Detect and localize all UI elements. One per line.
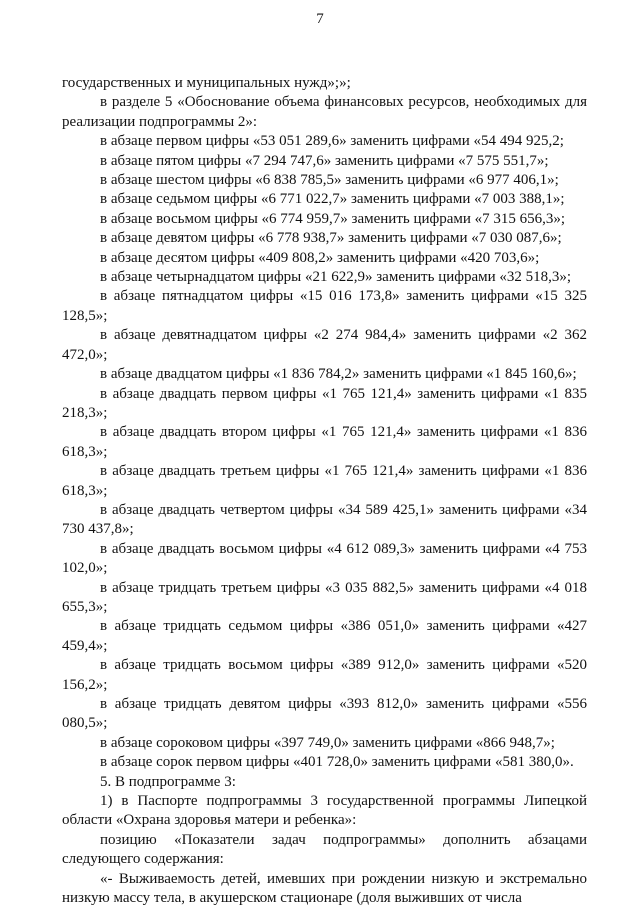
paragraph: позицию «Показатели задач подпрограммы» дополнить абзацами следующего содержания: (62, 831, 587, 868)
paragraph: в разделе 5 «Обоснование объема финансовых ресурсов, необходимых для реализации подпрограммы 2»: (62, 94, 587, 130)
paragraph: в абзаце седьмом цифры «6 771 022,7» заменить цифрами «7 003 388,1»; (100, 191, 565, 208)
paragraph: в абзаце двадцать первом цифры «1 765 121,4» заменить цифрами «1 835 218,3»; (62, 385, 587, 421)
paragraph: в абзаце пятом цифры «7 294 747,6» заменить цифрами «7 575 551,7»; (100, 152, 549, 169)
paragraph: в абзаце сорок первом цифры «401 728,0» заменить цифрами «581 380,0». (100, 754, 574, 771)
paragraph: в абзаце двадцать втором цифры «1 765 121,4» заменить цифрами «1 836 618,3»; (62, 424, 587, 460)
paragraph: государственных и муниципальных нужд»;»; (62, 75, 351, 91)
paragraph: в абзаце четырнадцатом цифры «21 622,9» заменить цифрами «32 518,3»; (100, 269, 572, 286)
paragraph: в абзаце двадцатом цифры «1 836 784,2» заменить цифрами «1 845 160,6»; (100, 366, 577, 383)
paragraph: в абзаце двадцать третьем цифры «1 765 121,4» заменить цифрами «1 836 618,3»; (62, 463, 587, 499)
paragraph: «- Выживаемость детей, имевших при рождении низкую и экстремально низкую массу тела, в акушерском стационаре (доля выживших от числа (62, 870, 587, 907)
page-number: 7 (316, 11, 324, 27)
paragraph: в абзаце пятнадцатом цифры «15 016 173,8» заменить цифрами «15 325 128,5»; (62, 288, 587, 324)
paragraph: в абзаце тридцать девятом цифры «393 812,0» заменить цифрами «556 080,5»; (62, 696, 587, 732)
document-body (62, 74, 587, 908)
paragraph: в абзаце девятнадцатом цифры «2 274 984,4» заменить цифрами «2 362 472,0»; (62, 327, 587, 363)
paragraph: в абзаце тридцать седьмом цифры «386 051,0» заменить цифрами «427 459,4»; (62, 618, 587, 654)
paragraph: в абзаце шестом цифры «6 838 785,5» заменить цифрами «6 977 406,1»; (100, 172, 559, 189)
paragraph: в абзаце сороковом цифры «397 749,0» заменить цифрами «866 948,7»; (100, 734, 555, 751)
paragraph: в абзаце девятом цифры «6 778 938,7» заменить цифрами «7 030 087,6»; (100, 230, 562, 247)
paragraph: в абзаце десятом цифры «409 808,2» заменить цифрами «420 703,6»; (100, 249, 540, 266)
paragraph: в абзаце двадцать четвертом цифры «34 589 425,1» заменить цифрами «34 730 437,8»; (62, 501, 587, 538)
paragraph: в абзаце тридцать восьмом цифры «389 912,0» заменить цифрами «520 156,2»; (62, 657, 587, 693)
paragraph: в абзаце первом цифры «53 051 289,6» заменить цифрами «54 494 925,2; (100, 133, 564, 150)
paragraph: в абзаце восьмом цифры «6 774 959,7» заменить цифрами «7 315 656,3»; (100, 210, 566, 227)
paragraph: в абзаце двадцать восьмом цифры «4 612 089,3» заменить цифрами «4 753 102,0»; (62, 540, 587, 577)
paragraph: 1) в Паспорте подпрограммы 3 государственной программы Липецкой области «Охрана здоровья матери и ребенка»: (62, 793, 587, 829)
paragraph: в абзаце тридцать третьем цифры «3 035 882,5» заменить цифрами «4 018 655,3»; (62, 579, 587, 615)
paragraph: 5. В подпрограмме 3: (100, 773, 236, 790)
